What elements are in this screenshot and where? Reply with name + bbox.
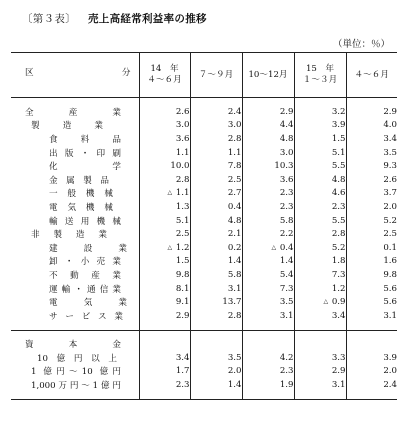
value-cell: 5.2: [346, 214, 397, 228]
value-cell: △ 1.2: [139, 241, 190, 255]
row-label: [11, 338, 139, 352]
header-category-char-2: 分: [121, 68, 131, 78]
value-cell: 7.8: [190, 159, 242, 173]
row-label-text: 卸 ・ 小 売 業: [49, 257, 121, 268]
value-cell: 10.0: [139, 159, 190, 173]
value-cell: 1.8: [294, 255, 346, 269]
spacer-cell: [11, 323, 139, 331]
value-cell: 3.9: [294, 119, 346, 133]
row-label: [11, 173, 139, 187]
value-cell: 2.9: [139, 309, 190, 323]
row-label: [11, 255, 139, 269]
header-col-5: [346, 53, 397, 98]
value-cell: 5.8: [190, 268, 242, 282]
header-col-4: [294, 53, 346, 98]
row-label-text: 全 産 業: [25, 107, 121, 118]
table-row: [11, 132, 397, 146]
header-col-3: [242, 53, 294, 98]
value-cell: 1.3: [139, 200, 190, 214]
row-label: [11, 132, 139, 146]
row-label-text: 電 気 機 械: [49, 202, 113, 213]
ratio-table: [11, 52, 397, 400]
spacer-cell: [242, 323, 294, 331]
table-row: [11, 187, 397, 201]
table-row: [11, 338, 397, 352]
row-label-text: 運輸・通信業: [49, 284, 121, 295]
row-label-text: 電 気 業: [49, 298, 127, 309]
row-label: [11, 365, 139, 379]
value-cell: 0.4: [190, 200, 242, 214]
table-row: [11, 214, 397, 228]
value-cell: 2.8: [139, 173, 190, 187]
row-label-text: 一 般 機 械: [49, 189, 113, 200]
value-cell: 3.5: [346, 146, 397, 160]
spacer-cell: [294, 98, 346, 106]
spacer-row: [11, 98, 397, 106]
value-cell: 2.1: [190, 227, 242, 241]
value-cell: 1.4: [190, 378, 242, 392]
spacer-cell: [190, 98, 242, 106]
row-label-text: 製 造 業: [31, 121, 103, 132]
spacer-cell: [139, 98, 190, 106]
value-cell: 2.8: [190, 132, 242, 146]
spacer-cell: [294, 323, 346, 331]
spacer-cell: [346, 392, 397, 400]
value-cell: 0.1: [346, 241, 397, 255]
row-label-text: 建 設 業: [49, 243, 127, 254]
row-label-text: 金 属 製 品: [49, 175, 109, 186]
value-cell: 0.2: [190, 241, 242, 255]
value-cell: 3.2: [294, 105, 346, 119]
value-cell: △ 0.9: [294, 295, 346, 309]
spacer-cell: [242, 330, 294, 338]
table-row: [11, 365, 397, 379]
table-row: [11, 268, 397, 282]
value-cell: 4.2: [242, 351, 294, 365]
value-cell: 2.3: [242, 365, 294, 379]
negative-marker: △: [271, 243, 277, 251]
row-label-text: 輸 送 用 機 械: [49, 216, 121, 227]
table-row: [11, 173, 397, 187]
header-col-2: [190, 53, 242, 98]
value-cell: 7.3: [294, 268, 346, 282]
table-row: [11, 119, 397, 133]
row-label-text: サ ー ビ ス 業: [49, 311, 123, 322]
value-cell: 2.8: [294, 227, 346, 241]
row-label-text: 10 億 円 以 上: [37, 353, 117, 364]
row-label-text: 化 学: [49, 162, 121, 173]
header-col-2-period: ７～９月: [198, 69, 234, 80]
value-cell: 2.4: [346, 378, 397, 392]
value-cell: [346, 338, 397, 352]
row-label: [11, 295, 139, 309]
value-cell: 2.8: [190, 309, 242, 323]
row-label-text: 非 製 造 業: [31, 230, 107, 241]
value-cell: 9.8: [346, 268, 397, 282]
row-label: [11, 268, 139, 282]
negative-marker: △: [167, 189, 173, 197]
value-cell: 13.7: [190, 295, 242, 309]
header-category: [11, 53, 139, 98]
value-cell: 2.0: [346, 200, 397, 214]
table-title: [22, 11, 207, 26]
value-cell: 1.7: [139, 365, 190, 379]
row-label: [11, 227, 139, 241]
header-col-1-period: ４～６月: [147, 75, 182, 85]
value-cell: 3.1: [242, 309, 294, 323]
header-col-3-period: 10～12月: [248, 69, 288, 80]
value-cell: 3.5: [242, 295, 294, 309]
value-cell: 10.3: [242, 159, 294, 173]
value-cell: 3.7: [346, 187, 397, 201]
row-label: [11, 309, 139, 323]
spacer-cell: [294, 330, 346, 338]
negative-marker: △: [167, 243, 173, 251]
value-cell: 5.1: [139, 214, 190, 228]
spacer-cell: [190, 392, 242, 400]
value-cell: 3.1: [294, 378, 346, 392]
value-cell: 3.4: [346, 132, 397, 146]
negative-marker: △: [323, 298, 329, 306]
row-label: [11, 351, 139, 365]
header-col-1: [139, 53, 190, 98]
value-cell: 5.6: [346, 282, 397, 296]
value-cell: 1.9: [242, 378, 294, 392]
table-title-text: 売上高経常利益率の推移: [88, 13, 207, 25]
value-cell: 2.2: [242, 227, 294, 241]
header-row: [11, 53, 397, 98]
spacer-cell: [242, 392, 294, 400]
spacer-cell: [346, 330, 397, 338]
spacer-cell: [294, 392, 346, 400]
value-cell: 3.0: [190, 119, 242, 133]
value-cell: 3.1: [190, 282, 242, 296]
value-cell: [190, 338, 242, 352]
value-cell: 3.6: [139, 132, 190, 146]
table-row: [11, 227, 397, 241]
spacer-cell: [346, 98, 397, 106]
row-label: [11, 378, 139, 392]
value-cell: 3.9: [346, 351, 397, 365]
value-cell: 1.5: [294, 132, 346, 146]
value-cell: 2.7: [190, 187, 242, 201]
value-cell: [242, 338, 294, 352]
value-cell: 1.1: [139, 146, 190, 160]
value-cell: [294, 338, 346, 352]
row-label: [11, 282, 139, 296]
value-cell: △ 1.1: [139, 187, 190, 201]
row-label: [11, 119, 139, 133]
spacer-row: [11, 323, 397, 331]
value-cell: 1.5: [139, 255, 190, 269]
spacer-row: [11, 392, 397, 400]
table-row: [11, 309, 397, 323]
value-cell: 4.8: [294, 173, 346, 187]
table-number: 〔第３表〕: [22, 13, 76, 25]
row-label: [11, 187, 139, 201]
value-cell: 2.5: [139, 227, 190, 241]
table-body: [11, 98, 397, 400]
row-label-text: 食 料 品: [49, 134, 121, 145]
value-cell: 3.3: [294, 351, 346, 365]
row-label-text: 1 億円～10 億円: [31, 367, 121, 378]
value-cell: 3.0: [139, 119, 190, 133]
table-row: [11, 282, 397, 296]
value-cell: 4.0: [346, 119, 397, 133]
value-cell: 1.2: [294, 282, 346, 296]
value-cell: 5.5: [294, 159, 346, 173]
value-cell: 9.8: [139, 268, 190, 282]
spacer-cell: [242, 98, 294, 106]
value-cell: 2.3: [294, 200, 346, 214]
spacer-cell: [139, 330, 190, 338]
value-cell: 2.3: [242, 187, 294, 201]
value-cell: 2.9: [242, 105, 294, 119]
value-cell: 3.1: [346, 309, 397, 323]
value-cell: 4.8: [242, 132, 294, 146]
value-cell: 2.5: [190, 173, 242, 187]
value-cell: △ 0.4: [242, 241, 294, 255]
spacer-cell: [139, 323, 190, 331]
row-label-text: 1,000万円～1億円: [31, 381, 121, 392]
table-row: [11, 241, 397, 255]
row-label: [11, 214, 139, 228]
header-col-1-year: 14 年: [150, 64, 179, 74]
header-col-5-period: ４～６月: [354, 69, 389, 80]
spacer-cell: [190, 323, 242, 331]
value-cell: 9.1: [139, 295, 190, 309]
value-cell: 3.4: [294, 309, 346, 323]
table-row: [11, 255, 397, 269]
value-cell: 2.9: [346, 105, 397, 119]
value-cell: 2.9: [294, 365, 346, 379]
value-cell: 1.4: [242, 255, 294, 269]
table-row: [11, 159, 397, 173]
value-cell: 1.1: [190, 146, 242, 160]
value-cell: 2.0: [190, 365, 242, 379]
spacer-cell: [139, 392, 190, 400]
value-cell: 4.4: [242, 119, 294, 133]
value-cell: 3.4: [139, 351, 190, 365]
value-cell: 3.6: [242, 173, 294, 187]
value-cell: 2.0: [346, 365, 397, 379]
value-cell: 1.6: [346, 255, 397, 269]
row-label: [11, 146, 139, 160]
spacer-row: [11, 330, 397, 338]
header-col-4-year: 15 年: [305, 64, 335, 74]
value-cell: 4.6: [294, 187, 346, 201]
value-cell: 5.4: [242, 268, 294, 282]
value-cell: 7.3: [242, 282, 294, 296]
table-row: [11, 295, 397, 309]
value-cell: 1.4: [190, 255, 242, 269]
spacer-cell: [11, 392, 139, 400]
value-cell: 3.5: [190, 351, 242, 365]
table-row: [11, 378, 397, 392]
value-cell: 2.3: [139, 378, 190, 392]
row-label-text: 資 本 金: [25, 340, 121, 351]
value-cell: 5.2: [294, 241, 346, 255]
value-cell: 2.4: [190, 105, 242, 119]
table-row: [11, 105, 397, 119]
spacer-cell: [11, 330, 139, 338]
unit-note: （単位：％）: [332, 39, 390, 50]
row-label: [11, 241, 139, 255]
value-cell: 2.6: [139, 105, 190, 119]
value-cell: [139, 338, 190, 352]
value-cell: 5.5: [294, 214, 346, 228]
spacer-cell: [11, 98, 139, 106]
row-label-text: 出 版 ・ 印 刷: [49, 148, 121, 159]
table-row: [11, 351, 397, 365]
header-category-char-1: 区: [25, 68, 34, 78]
value-cell: 5.1: [294, 146, 346, 160]
row-label-text: 不 動 産 業: [49, 270, 121, 281]
value-cell: 8.1: [139, 282, 190, 296]
row-label: [11, 200, 139, 214]
table-row: [11, 146, 397, 160]
value-cell: 9.3: [346, 159, 397, 173]
spacer-cell: [190, 330, 242, 338]
value-cell: 2.5: [346, 227, 397, 241]
header-col-4-period: １～３月: [302, 75, 338, 85]
value-cell: 2.3: [242, 200, 294, 214]
value-cell: 3.0: [242, 146, 294, 160]
table-row: [11, 200, 397, 214]
spacer-cell: [346, 323, 397, 331]
value-cell: 5.6: [346, 295, 397, 309]
value-cell: 4.8: [190, 214, 242, 228]
row-label: [11, 105, 139, 119]
value-cell: 2.6: [346, 173, 397, 187]
row-label: [11, 159, 139, 173]
value-cell: 5.8: [242, 214, 294, 228]
